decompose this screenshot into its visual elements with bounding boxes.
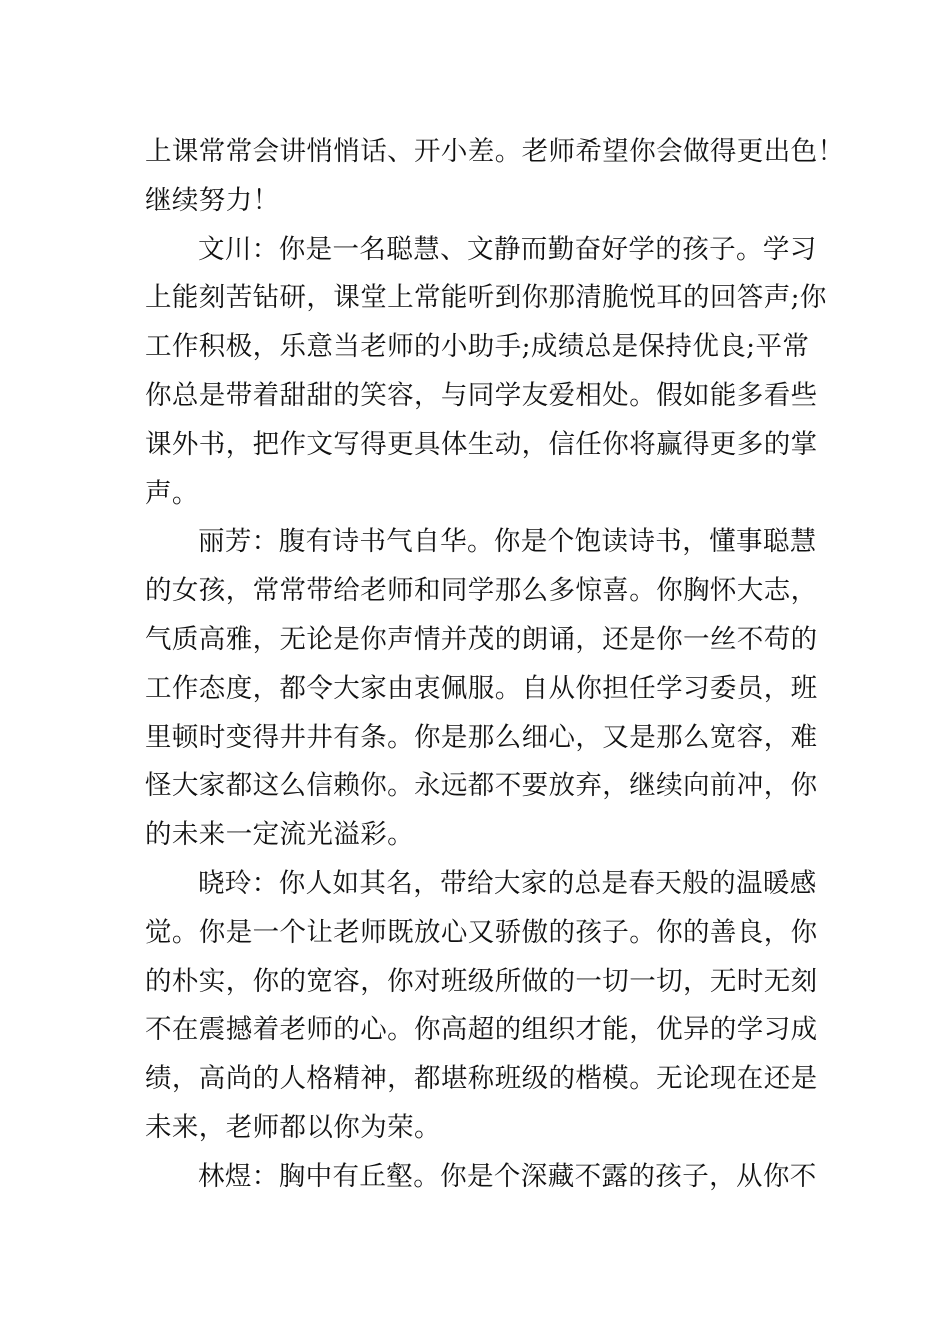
text-line: 的朴实，你的宽容，你对班级所做的一切一切，无时无刻 [145,965,818,997]
text-line: 绩，高尚的人格精神，都堪称班级的楷模。无论现在还是 [145,1063,818,1095]
text-line: 课外书，把作文写得更具体生动，信任你将赢得更多的掌 [145,428,818,460]
paragraph-start-wenchuan: 文川：你是一名聪慧、文静而勤奋好学的孩子。学习 [198,233,817,265]
text-line: 里顿时变得井井有条。你是那么细心，又是那么宽容，难 [145,721,818,753]
text-line: 声。 [145,477,199,509]
text-line: 上课常常会讲悄悄话、开小差。老师希望你会做得更出色！ [145,136,845,167]
text-line: 工作态度，都令大家由衷佩服。自从你担任学习委员，班 [145,672,818,704]
text-line: 继续努力！ [145,184,280,216]
text-line: 觉。你是一个让老师既放心又骄傲的孩子。你的善良，你 [145,916,818,948]
text-line: 的女孩，常常带给老师和同学那么多惊喜。你胸怀大志， [145,575,818,607]
text-line: 不在震撼着老师的心。你高超的组织才能，优异的学习成 [145,1014,818,1046]
paragraph-start-lifang: 丽芳：腹有诗书气自华。你是个饱读诗书，懂事聪慧 [198,526,817,558]
text-line: 上能刻苦钻研，课堂上常能听到你那清脆悦耳的回答声;你 [145,282,827,314]
document-body [145,128,845,1202]
text-line: 怪大家都这么信赖你。永远都不要放弃，继续向前冲，你 [145,770,818,802]
text-line: 的未来一定流光溢彩。 [145,819,414,851]
text-line: 气质高雅，无论是你声情并茂的朗诵，还是你一丝不苟的 [145,623,818,655]
paragraph-start-xiaoling: 晓玲：你人如其名，带给大家的总是春天般的温暖感 [198,867,817,899]
paragraph-start-linyu: 林煜：胸中有丘壑。你是个深藏不露的孩子，从你不 [198,1160,817,1192]
text-line: 工作积极，乐意当老师的小助手;成绩总是保持优良;平常 [145,331,810,363]
text-line: 你总是带着甜甜的笑容，与同学友爱相处。假如能多看些 [145,379,818,411]
text-line: 未来，老师都以你为荣。 [145,1111,441,1143]
